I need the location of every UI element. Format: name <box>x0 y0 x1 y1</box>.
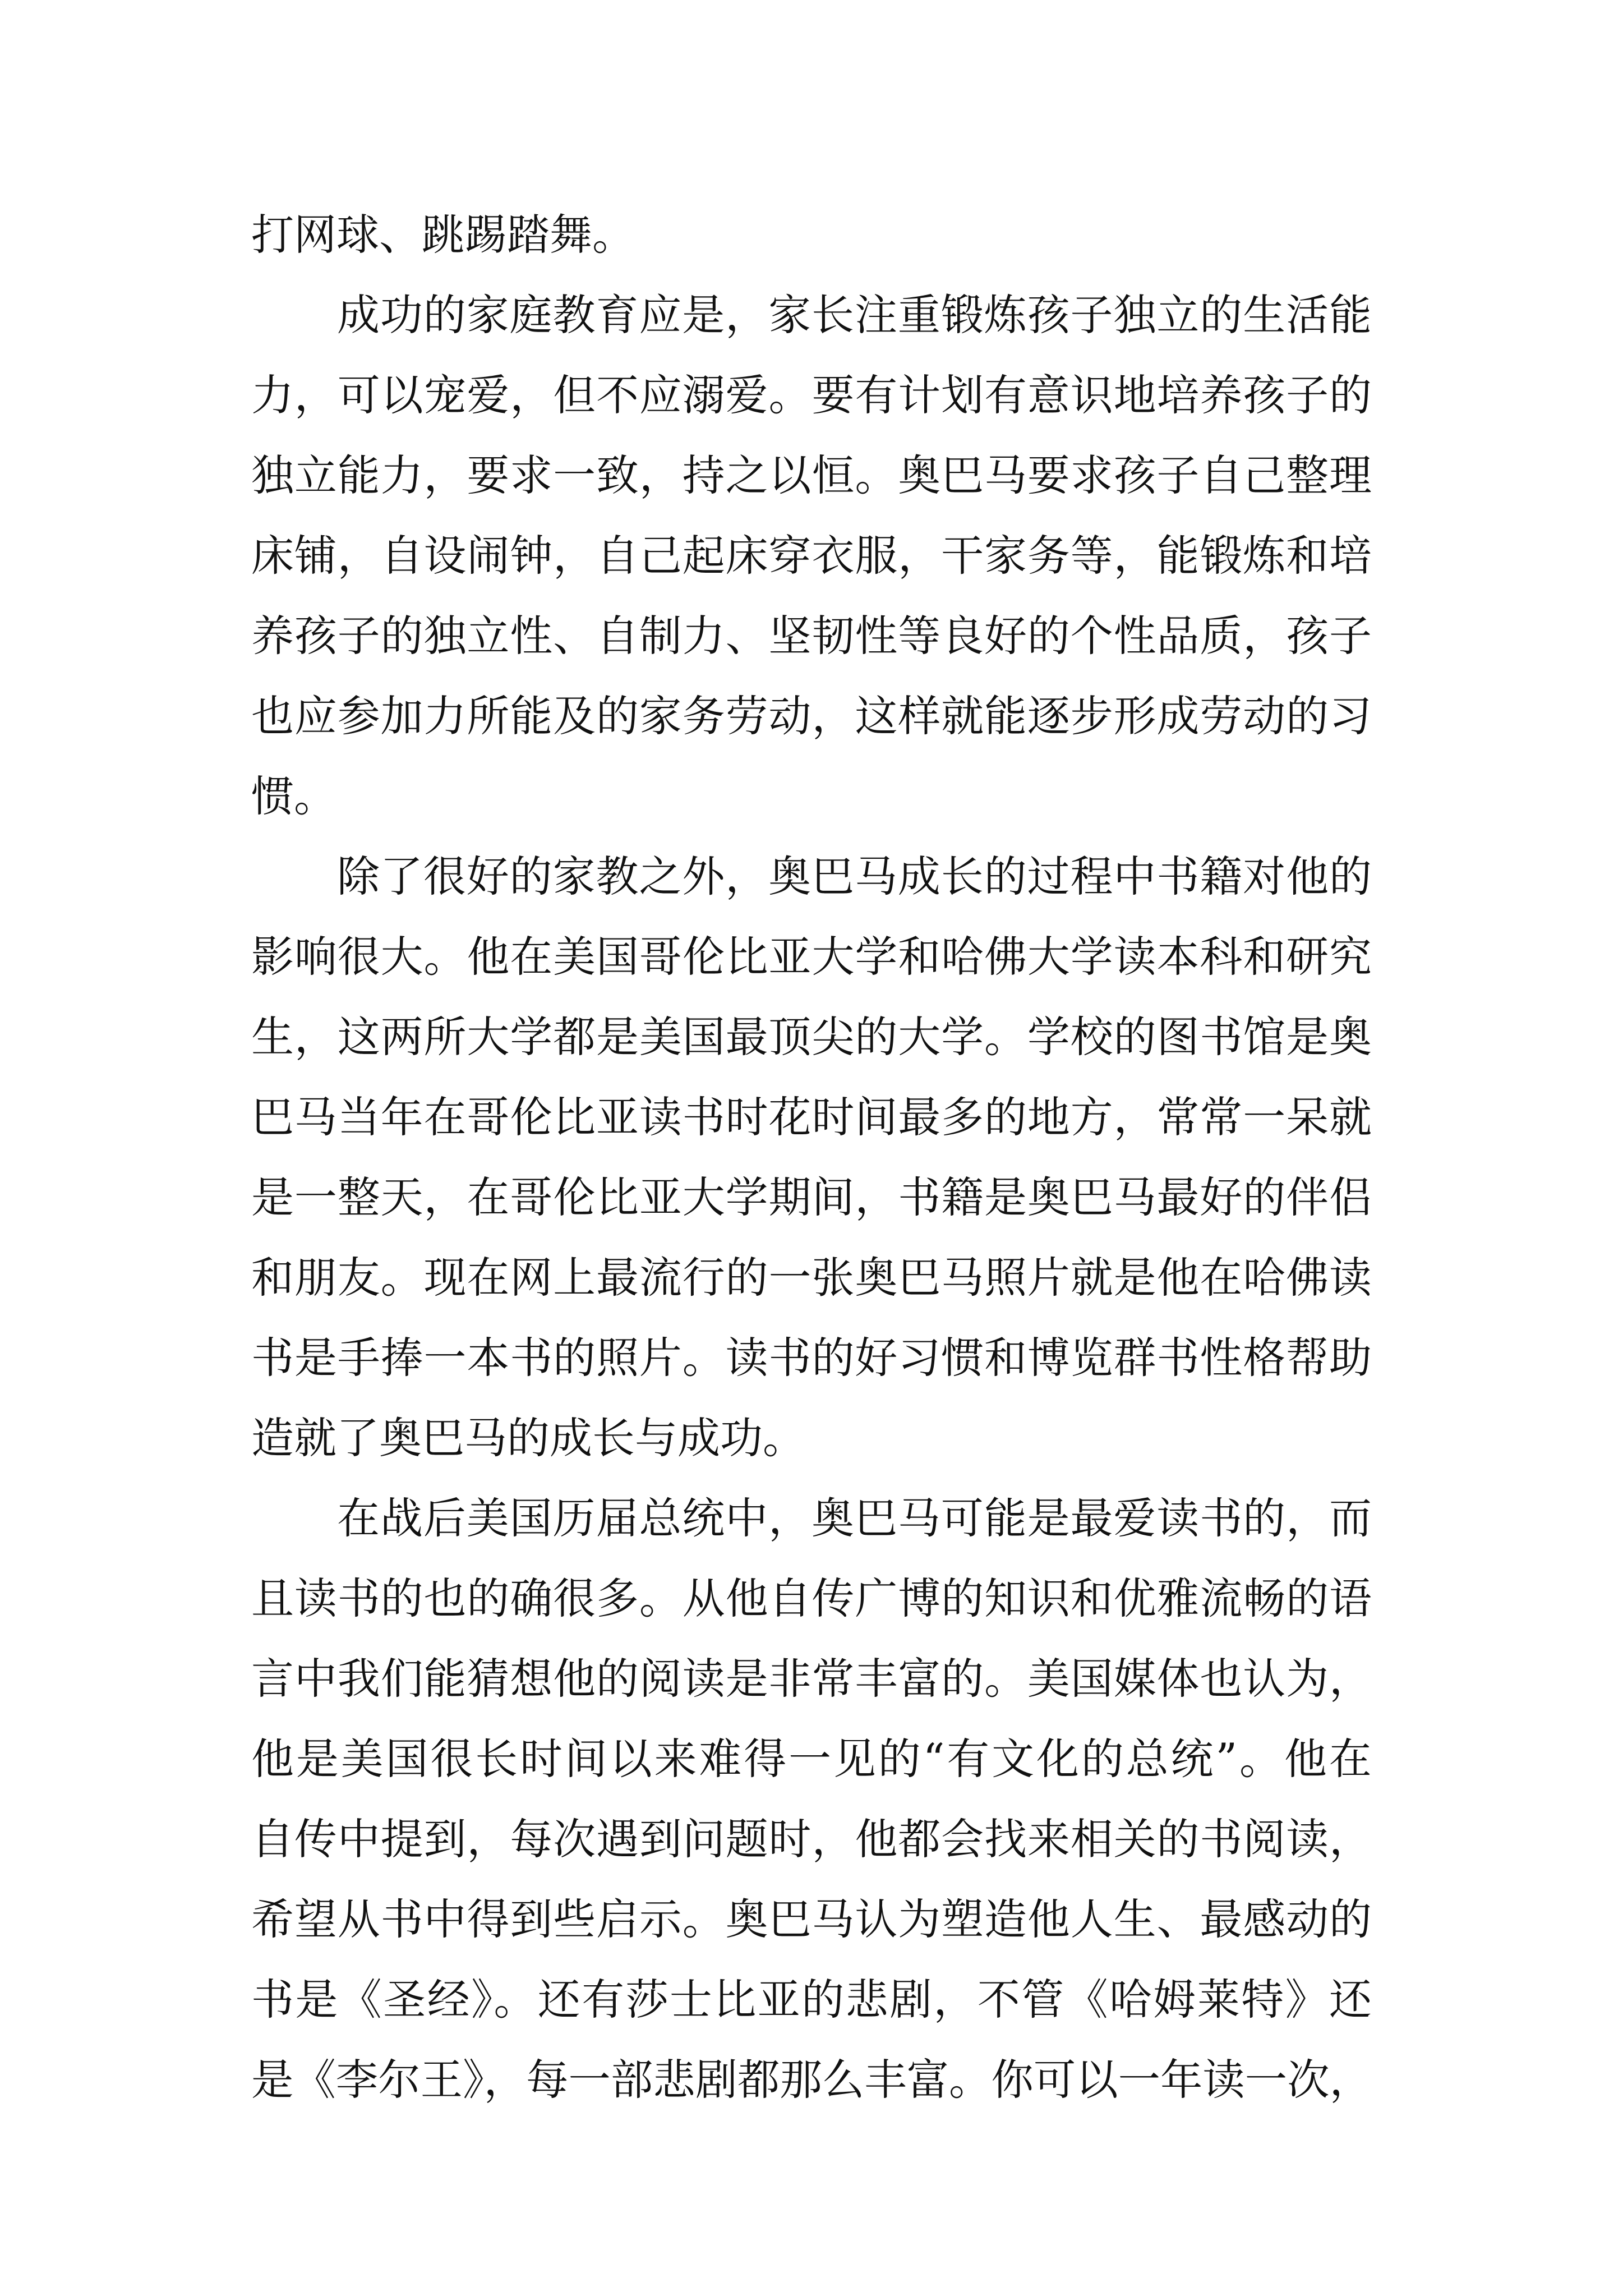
text-line <box>0 356 1623 435</box>
paragraph-first-line <box>0 276 1623 355</box>
text-line <box>0 1640 1623 1718</box>
text-line <box>0 436 1623 515</box>
text-line <box>0 1399 1623 1478</box>
line-text: 且读书的也的确很多。从他自传广博的知识和优雅流畅的语 <box>251 1573 1372 1623</box>
line-text: 生，这两所大学都是美国最顶尖的大学。学校的图书馆是奥 <box>251 1012 1372 1062</box>
line-text: 自传中提到，每次遇到问题时，他都会找来相关的书阅读， <box>251 1814 1372 1864</box>
text-line <box>0 1961 1623 2039</box>
line-text: 成功的家庭教育应是，家长注重锻炼孩子独立的生活能 <box>337 290 1372 340</box>
text-line <box>0 517 1623 595</box>
text-line <box>0 918 1623 996</box>
text-line <box>0 1559 1623 1638</box>
line-text: 希望从书中得到些启示。奥巴马认为塑造他人生、最感动的 <box>251 1894 1372 1944</box>
line-text: 打网球、跳踢踏舞。 <box>251 210 635 260</box>
line-text: 书是手捧一本书的照片。读书的好习惯和博览群书性格帮助 <box>251 1333 1372 1383</box>
line-text: 和朋友。现在网上最流行的一张奥巴马照片就是他在哈佛读 <box>251 1253 1372 1303</box>
text-line <box>0 1720 1623 1798</box>
line-text: 影响很大。他在美国哥伦比亚大学和哈佛大学读本科和研究 <box>251 932 1372 982</box>
line-text: 他是美国很长时间以来难得一见的“有文化的总统”。他在 <box>251 1734 1374 1784</box>
line-text: 言中我们能猜想他的阅读是非常丰富的。美国媒体也认为， <box>251 1654 1372 1704</box>
text-line <box>0 597 1623 675</box>
line-text: 书是《圣经》。还有莎士比亚的悲剧，不管《哈姆莱特》还 <box>251 1975 1373 2024</box>
text-line <box>0 677 1623 756</box>
line-text: 巴马当年在哥伦比亚读书时花时间最多的地方，常常一呆就 <box>251 1092 1372 1142</box>
text-line <box>0 2041 1623 2119</box>
line-text: 床铺，自设闹钟，自己起床穿衣服，干家务等，能锻炼和培 <box>251 531 1372 581</box>
paragraph-first-line <box>0 1479 1623 1558</box>
text-line <box>0 998 1623 1076</box>
text-line <box>0 1319 1623 1397</box>
text-line <box>0 757 1623 836</box>
line-text: 力，可以宠爱，但不应溺爱。要有计划有意识地培养孩子的 <box>251 370 1372 420</box>
paragraph-first-line <box>0 838 1623 916</box>
line-text: 除了很好的家教之外，奥巴马成长的过程中书籍对他的 <box>337 852 1372 901</box>
line-text: 是一整天，在哥伦比亚大学期间，书籍是奥巴马最好的伴侣 <box>251 1172 1372 1222</box>
line-text: 造就了奥巴马的成长与成功。 <box>251 1413 805 1463</box>
line-text: 在战后美国历届总统中，奥巴马可能是最爱读书的，而 <box>337 1493 1372 1543</box>
text-line <box>0 1800 1623 1879</box>
line-text: 独立能力，要求一致，持之以恒。奥巴马要求孩子自己整理 <box>251 450 1372 500</box>
text-line <box>0 1078 1623 1157</box>
text-line <box>0 1158 1623 1237</box>
text-line <box>0 1880 1623 1959</box>
line-text: 养孩子的独立性、自制力、坚韧性等良好的个性品质，孩子 <box>251 611 1372 661</box>
text-line <box>0 196 1623 274</box>
line-text: 惯。 <box>251 771 336 821</box>
text-line <box>0 1239 1623 1317</box>
line-text: 是《李尔王》，每一部悲剧都那么丰富。你可以一年读一次， <box>251 2055 1372 2105</box>
line-text: 也应参加力所能及的家务劳动，这样就能逐步形成劳动的习 <box>251 691 1372 741</box>
